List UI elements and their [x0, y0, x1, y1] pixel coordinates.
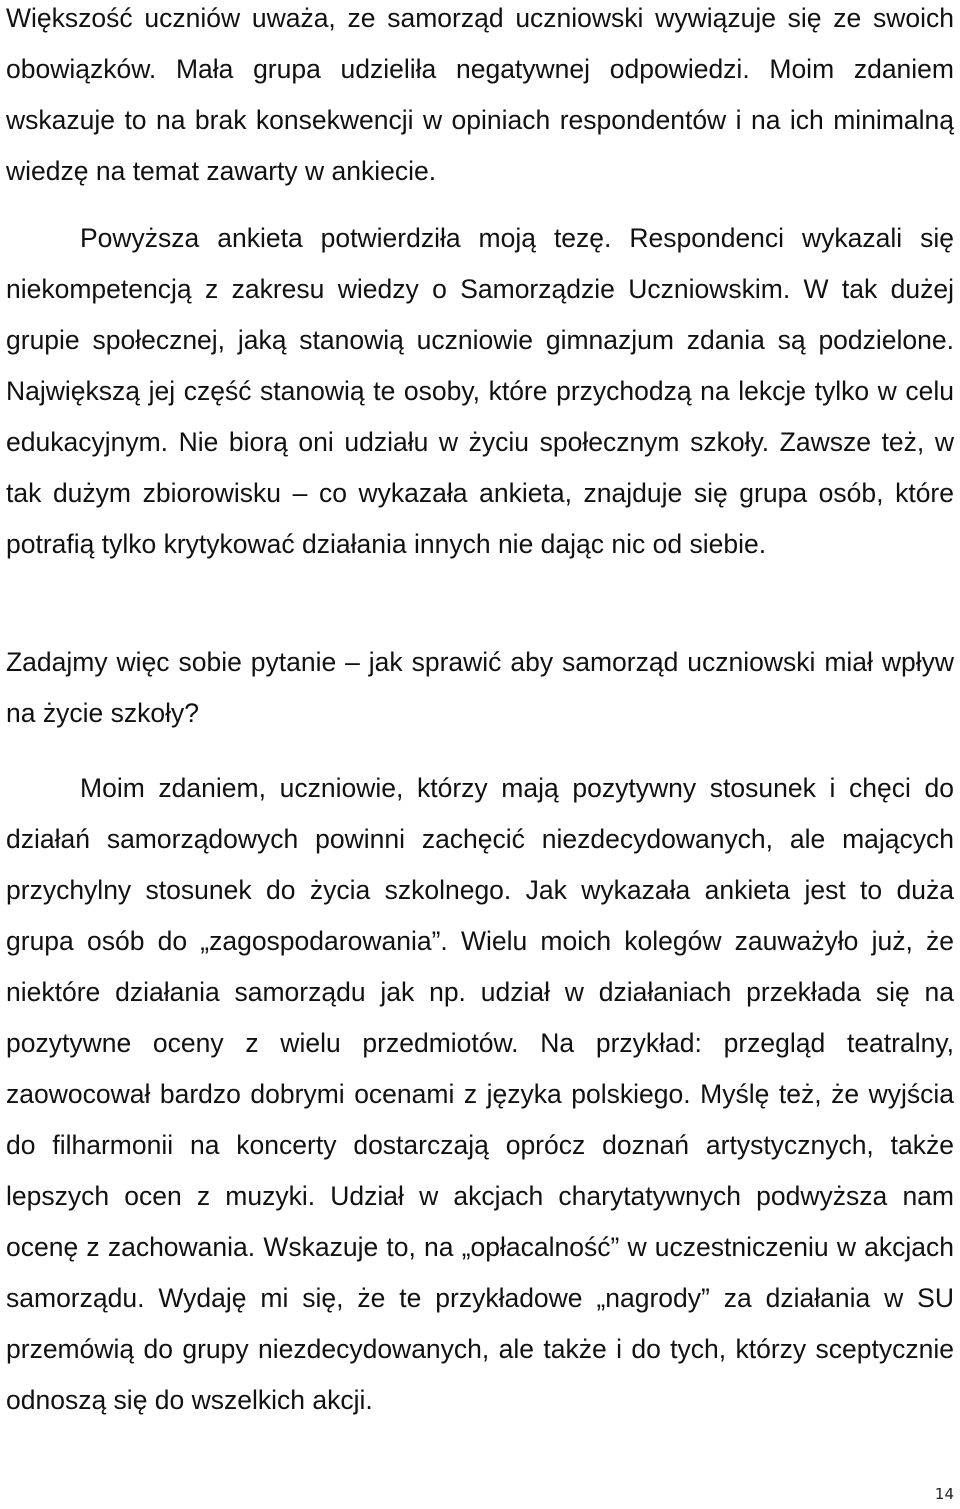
paragraph-thesis-confirmed: Powyższa ankieta potwierdziła moją tezę. Respondenci wykazali się niekompetencją z zakresu wiedzy o Samorządzie Uczniowskim. W tak dużej grupie społecznej, jaką stanowią uczniowie gimnazjum zdania są podzielone. Największą jej część stanowią te osoby, które przychodzą na lekcje tylko w celu edukacyjnym. Nie biorą oni udziału w życiu społecznym szkoły. Zawsze też, w tak dużym zbiorowisku – co wykazała ankieta, znajduje się grupa osób, które potrafią tylko krytykować działania innych nie dając nic od siebie.: [6, 223, 954, 559]
page-number: 14: [934, 1485, 954, 1503]
paragraph-conclusion: Moim zdaniem, uczniowie, którzy mają pozytywny stosunek i chęci do działań samorządowych powinni zachęcić niezdecydowanych, ale mających przychylny stosunek do życia szkolnego. Jak wykazała ankieta jest to duża grupa osób do „zagospodarowania”. Wielu moich kolegów zauważyło już, że niektóre działania samorządu jak np. udział w działaniach przekłada się na pozytywne oceny z wielu przedmiotów. Na przykład: przegląd teatralny, zaowocował bardzo dobrymi ocenami z języka polskiego. Myślę też, że wyjścia do filharmonii na koncerty dostarczają oprócz doznań artystycznych, także lepszych ocen z muzyki. Udział w akcjach charytatywnych podwyższa nam ocenę z zachowania. Wskazuje to, na „opłacalność” w uczestniczeniu w akcjach samorządu. Wydaję mi się, że te przykładowe „nagrody” za działania w SU przemówią do grupy niezdecydowanych, ale także i do tych, którzy sceptycznie odnoszą się do wszelkich akcji.: [6, 773, 954, 1415]
paragraph-survey-opinion: Większość uczniów uważa, ze samorząd uczniowski wywiązuje się ze swoich obowiązków. Mała grupa udzieliła negatywnej odpowiedzi. Moim zdaniem wskazuje to na brak konsekwencji w opiniach respondentów i na ich minimalną wiedzę na temat zawarty w ankiecie.: [6, 3, 954, 186]
paragraph-question: Zadajmy więc sobie pytanie – jak sprawić aby samorząd uczniowski miał wpływ na życie szkoły?: [6, 647, 954, 728]
